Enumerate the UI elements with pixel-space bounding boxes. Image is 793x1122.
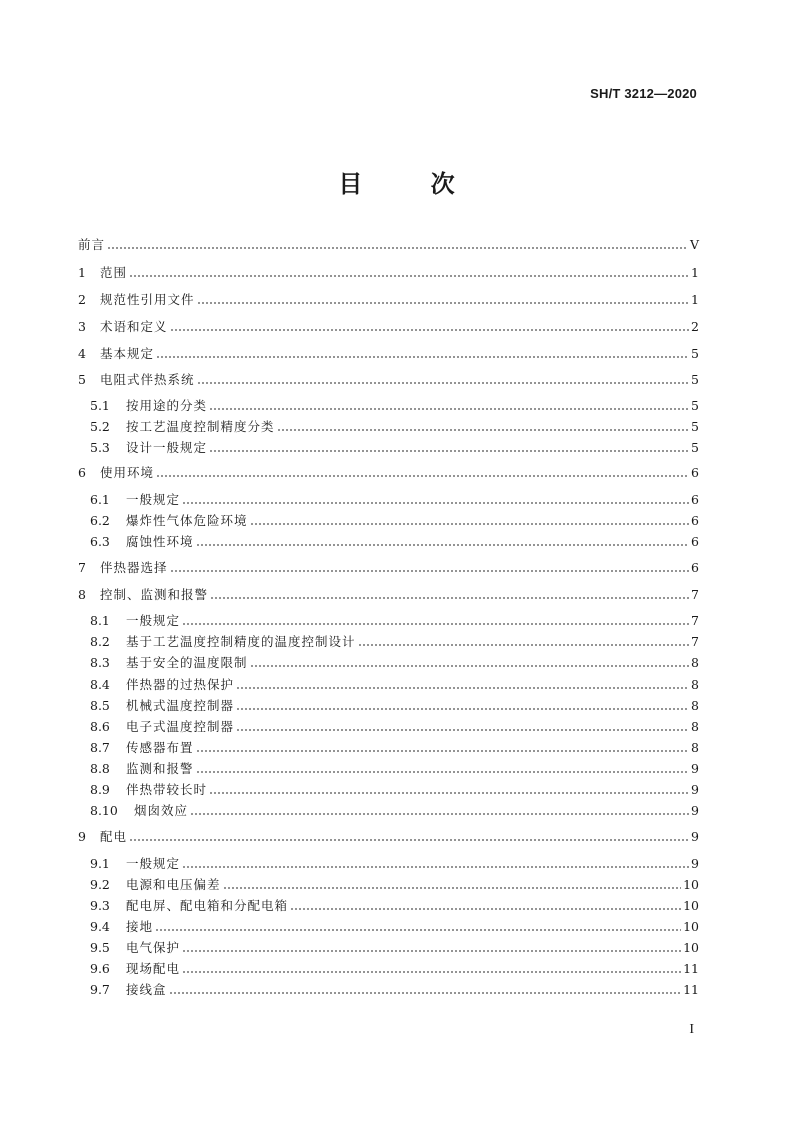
toc-title: 一般规定 bbox=[126, 492, 181, 507]
dot-leader bbox=[236, 707, 689, 711]
dot-leader bbox=[196, 770, 689, 774]
toc-title: 烟囱效应 bbox=[134, 803, 189, 818]
dot-leader bbox=[250, 522, 689, 526]
dot-leader bbox=[182, 865, 689, 869]
toc-title: 电源和电压偏差 bbox=[126, 877, 221, 892]
toc-entry-9-5[interactable] bbox=[90, 937, 699, 959]
dot-leader bbox=[250, 664, 689, 668]
toc-page: 8 bbox=[691, 698, 699, 713]
toc-page: 2 bbox=[691, 319, 699, 334]
toc-entry-4[interactable] bbox=[78, 343, 699, 365]
dot-leader bbox=[197, 301, 689, 305]
toc-number: 9.7 bbox=[90, 982, 110, 997]
toc-page: 6 bbox=[691, 560, 699, 575]
page-number: I bbox=[689, 1022, 694, 1037]
toc-entry-5-1[interactable] bbox=[90, 395, 699, 417]
dot-leader bbox=[182, 970, 681, 974]
toc-number: 1 bbox=[78, 265, 86, 280]
dot-leader bbox=[210, 596, 689, 600]
toc-entry-9-2[interactable] bbox=[90, 874, 699, 896]
toc-page: 9 bbox=[691, 803, 699, 818]
toc-title: 接地 bbox=[126, 919, 154, 934]
page-title: 目 次 bbox=[338, 170, 485, 198]
toc-entry-5-3[interactable] bbox=[90, 437, 699, 459]
toc-number: 2 bbox=[78, 292, 86, 307]
toc-page: 9 bbox=[691, 782, 699, 797]
toc-entry-8-9[interactable] bbox=[90, 779, 699, 801]
toc-title: 范围 bbox=[100, 265, 128, 280]
toc-number: 8.5 bbox=[90, 698, 110, 713]
dot-leader bbox=[209, 407, 689, 411]
toc-number: 8.3 bbox=[90, 655, 110, 670]
toc-page: 7 bbox=[691, 587, 699, 602]
toc-entry-8-6[interactable] bbox=[90, 716, 699, 738]
toc-entry-6-1[interactable] bbox=[90, 489, 699, 511]
toc-entry-9-6[interactable] bbox=[90, 958, 699, 980]
toc-title: 控制、监测和报警 bbox=[100, 587, 209, 602]
toc-title: 伴热器的过热保护 bbox=[126, 677, 235, 692]
toc-number: 5.1 bbox=[90, 398, 110, 413]
toc-number: 5.3 bbox=[90, 440, 110, 455]
toc-entry-8[interactable] bbox=[78, 584, 699, 606]
standard-code: SH/T 3212—2020 bbox=[590, 86, 697, 101]
toc-number: 9.3 bbox=[90, 898, 110, 913]
toc-title: 术语和定义 bbox=[100, 319, 168, 334]
toc-title: 监测和报警 bbox=[126, 761, 194, 776]
toc-entry-9-4[interactable] bbox=[90, 916, 699, 938]
toc-title: 基于安全的温度限制 bbox=[126, 655, 248, 670]
toc-page: 10 bbox=[683, 898, 699, 913]
toc-page: 5 bbox=[691, 346, 699, 361]
toc-page: 7 bbox=[691, 634, 699, 649]
toc-entry-6[interactable] bbox=[78, 462, 699, 484]
toc-entry-8-3[interactable] bbox=[90, 652, 699, 674]
toc-entry-3[interactable] bbox=[78, 316, 699, 338]
toc-title: 按工艺温度控制精度分类 bbox=[126, 419, 275, 434]
toc-entry-1[interactable] bbox=[78, 262, 699, 284]
toc-number: 9.2 bbox=[90, 877, 110, 892]
toc-page: 9 bbox=[691, 761, 699, 776]
toc-title: 配电 bbox=[100, 829, 128, 844]
dot-leader bbox=[129, 838, 689, 842]
dot-leader bbox=[170, 569, 689, 573]
toc-title: 电阻式伴热系统 bbox=[100, 372, 195, 387]
toc-number: 5 bbox=[78, 372, 86, 387]
toc-page: 5 bbox=[691, 372, 699, 387]
toc-entry-9-7[interactable] bbox=[90, 979, 699, 1001]
toc-page: 8 bbox=[691, 719, 699, 734]
toc-title: 伴热带较长时 bbox=[126, 782, 208, 797]
toc-page: 6 bbox=[691, 534, 699, 549]
toc-number: 5.2 bbox=[90, 419, 110, 434]
toc-title: 一般规定 bbox=[126, 613, 181, 628]
toc-page: 8 bbox=[691, 677, 699, 692]
toc-entry-8-10[interactable] bbox=[90, 800, 699, 822]
toc-number: 3 bbox=[78, 319, 86, 334]
toc-title: 腐蚀性环境 bbox=[126, 534, 194, 549]
dot-leader bbox=[223, 886, 682, 890]
dot-leader bbox=[155, 928, 681, 932]
toc-entry-8-1[interactable] bbox=[90, 610, 699, 632]
toc-page: 8 bbox=[691, 740, 699, 755]
toc-entry-9[interactable] bbox=[78, 826, 699, 848]
toc-number: 8.4 bbox=[90, 677, 110, 692]
toc-entry-8-2[interactable] bbox=[90, 631, 699, 653]
toc-title: 使用环境 bbox=[100, 465, 155, 480]
dot-leader bbox=[209, 449, 689, 453]
toc-number: 9.6 bbox=[90, 961, 110, 976]
toc-page: V bbox=[689, 237, 699, 252]
toc-entry-foreword[interactable] bbox=[78, 234, 699, 256]
toc-number: 8.9 bbox=[90, 782, 110, 797]
toc-title: 爆炸性气体危险环境 bbox=[126, 513, 248, 528]
dot-leader bbox=[107, 246, 688, 250]
dot-leader bbox=[169, 991, 682, 995]
toc-entry-7[interactable] bbox=[78, 557, 699, 579]
dot-leader bbox=[209, 791, 689, 795]
toc-title: 现场配电 bbox=[126, 961, 181, 976]
dot-leader bbox=[190, 812, 689, 816]
toc-title: 机械式温度控制器 bbox=[126, 698, 235, 713]
toc-title: 电气保护 bbox=[126, 940, 181, 955]
toc-title: 基于工艺温度控制精度的温度控制设计 bbox=[126, 634, 356, 649]
toc-page: 1 bbox=[691, 265, 699, 280]
toc-page: 6 bbox=[691, 465, 699, 480]
toc-number: 7 bbox=[78, 560, 86, 575]
toc-title: 前言 bbox=[78, 237, 106, 252]
toc-title: 按用途的分类 bbox=[126, 398, 208, 413]
dot-leader bbox=[358, 643, 689, 647]
toc-number: 8.2 bbox=[90, 634, 110, 649]
dot-leader bbox=[196, 543, 689, 547]
toc-page: 9 bbox=[691, 829, 699, 844]
dot-leader bbox=[236, 686, 689, 690]
toc-number: 6 bbox=[78, 465, 86, 480]
toc-page: 6 bbox=[691, 513, 699, 528]
toc-number: 9.5 bbox=[90, 940, 110, 955]
toc-page: 5 bbox=[691, 440, 699, 455]
toc-number: 6.2 bbox=[90, 513, 110, 528]
toc-entry-5-2[interactable] bbox=[90, 416, 699, 438]
toc-title: 伴热器选择 bbox=[100, 560, 168, 575]
toc-page: 10 bbox=[683, 919, 699, 934]
toc-title: 传感器布置 bbox=[126, 740, 194, 755]
dot-leader bbox=[290, 907, 681, 911]
toc-page: 8 bbox=[691, 655, 699, 670]
toc-title: 基本规定 bbox=[100, 346, 155, 361]
toc-number: 8.8 bbox=[90, 761, 110, 776]
toc-number: 4 bbox=[78, 346, 86, 361]
toc-entry-8-7[interactable] bbox=[90, 737, 699, 759]
toc-number: 8.1 bbox=[90, 613, 110, 628]
toc-entry-6-3[interactable] bbox=[90, 531, 699, 553]
toc-title: 一般规定 bbox=[126, 856, 181, 871]
dot-leader bbox=[196, 749, 689, 753]
toc-entry-2[interactable] bbox=[78, 289, 699, 311]
toc-title: 规范性引用文件 bbox=[100, 292, 195, 307]
toc-title: 配电屏、配电箱和分配电箱 bbox=[126, 898, 289, 913]
dot-leader bbox=[236, 728, 689, 732]
toc-page: 5 bbox=[691, 398, 699, 413]
dot-leader bbox=[170, 328, 689, 332]
toc-entry-6-2[interactable] bbox=[90, 510, 699, 532]
toc-number: 8.10 bbox=[90, 803, 118, 818]
dot-leader bbox=[197, 381, 689, 385]
toc-number: 9.4 bbox=[90, 919, 110, 934]
toc-title: 设计一般规定 bbox=[126, 440, 208, 455]
toc-number: 6.1 bbox=[90, 492, 110, 507]
toc-entry-9-1[interactable] bbox=[90, 853, 699, 875]
toc-number: 8.7 bbox=[90, 740, 110, 755]
toc-page: 10 bbox=[683, 877, 699, 892]
toc-title: 电子式温度控制器 bbox=[126, 719, 235, 734]
toc-number: 9 bbox=[78, 829, 86, 844]
dot-leader bbox=[182, 949, 681, 953]
dot-leader bbox=[156, 355, 689, 359]
toc-page: 1 bbox=[691, 292, 699, 307]
dot-leader bbox=[277, 428, 689, 432]
toc-page: 11 bbox=[683, 982, 699, 997]
toc-number: 6.3 bbox=[90, 534, 110, 549]
dot-leader bbox=[129, 274, 689, 278]
toc-number: 8.6 bbox=[90, 719, 110, 734]
toc-entry-8-4[interactable] bbox=[90, 674, 699, 696]
toc-page: 9 bbox=[691, 856, 699, 871]
toc-entry-8-5[interactable] bbox=[90, 695, 699, 717]
toc-number: 8 bbox=[78, 587, 86, 602]
toc-entry-9-3[interactable] bbox=[90, 895, 699, 917]
toc-entry-8-8[interactable] bbox=[90, 758, 699, 780]
toc-title: 接线盒 bbox=[126, 982, 167, 997]
dot-leader bbox=[182, 501, 689, 505]
toc-number: 9.1 bbox=[90, 856, 110, 871]
toc-page: 11 bbox=[683, 961, 699, 976]
toc-page: 5 bbox=[691, 419, 699, 434]
toc-page: 6 bbox=[691, 492, 699, 507]
toc-entry-5[interactable] bbox=[78, 369, 699, 391]
toc-page: 7 bbox=[691, 613, 699, 628]
toc-page: 10 bbox=[683, 940, 699, 955]
dot-leader bbox=[182, 622, 689, 626]
dot-leader bbox=[156, 474, 689, 478]
